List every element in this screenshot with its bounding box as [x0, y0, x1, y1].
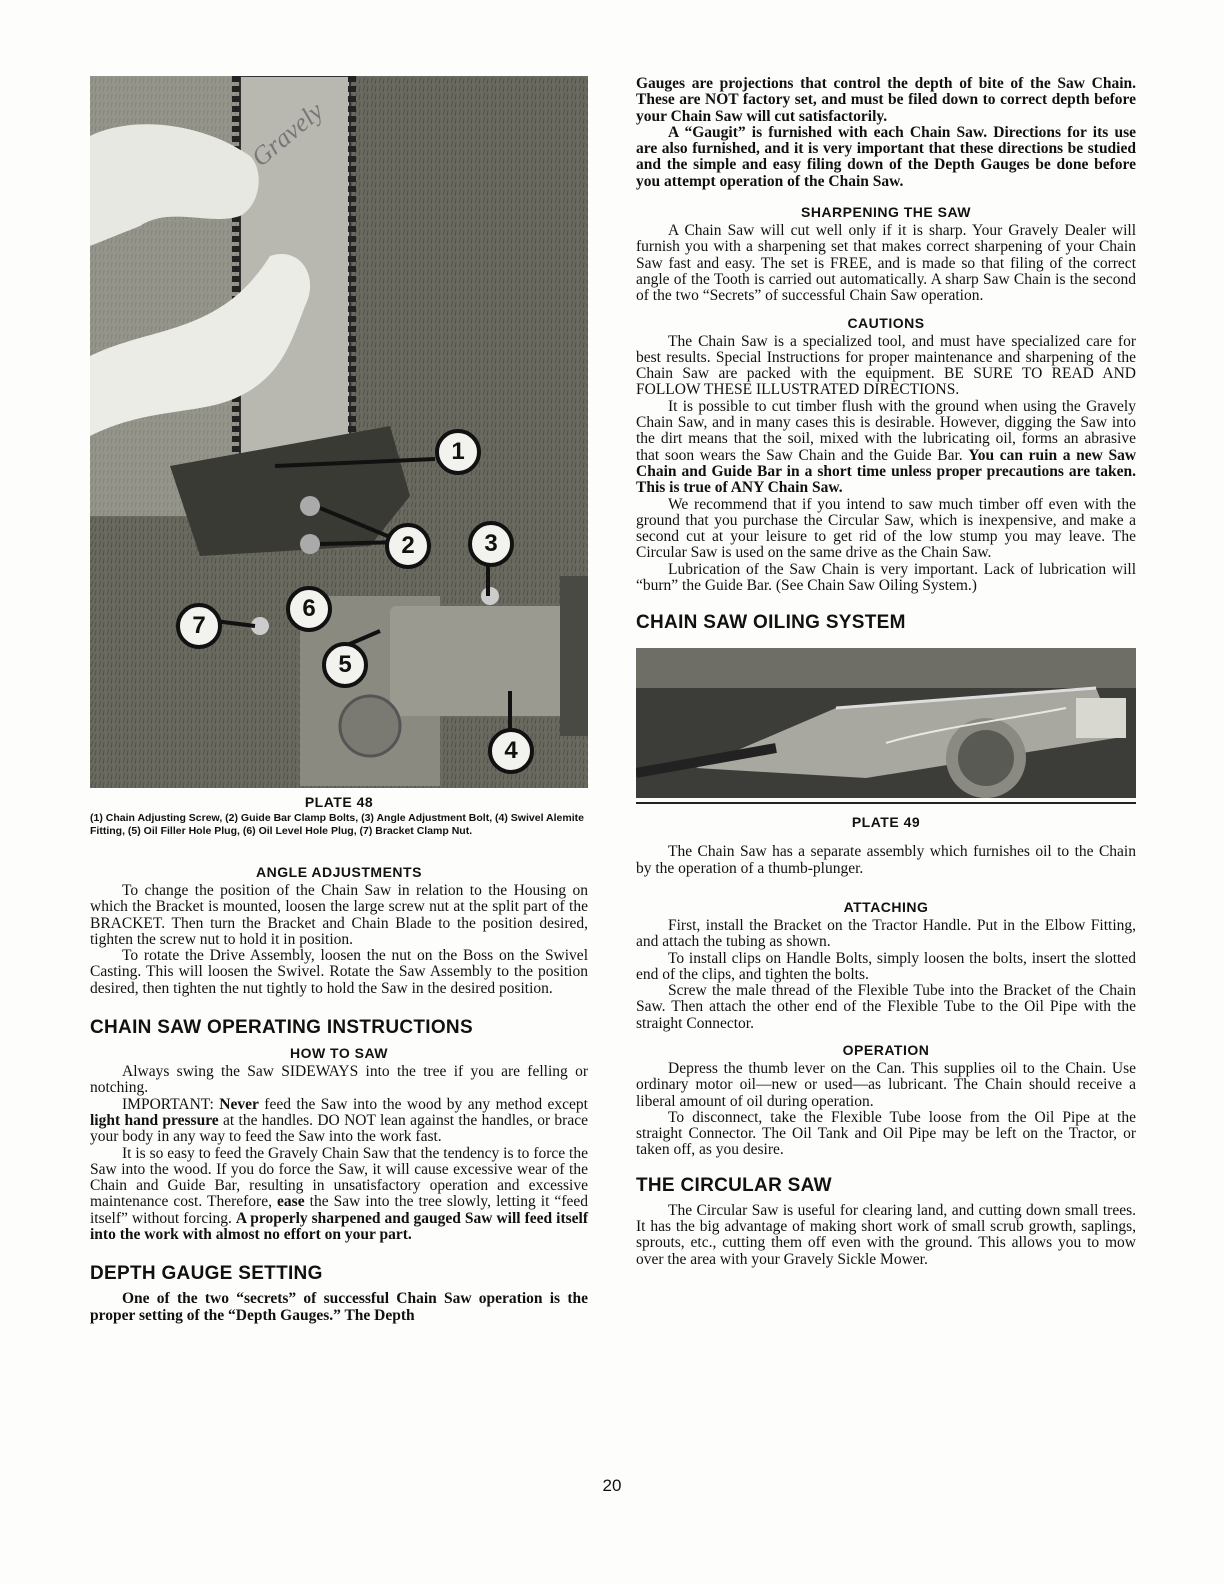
plate-49-rule	[636, 802, 1136, 804]
callout-2: 2	[385, 523, 431, 569]
plate-48-caption: (1) Chain Adjusting Screw, (2) Guide Bar Clamp Bolts, (3) Angle Adjustment Bolt, (4) Swivel Alemite Fitting, (5) Oil Filler Hole Plug, (6) Oil Level Hole Plug, (7) Bracket Clamp Nut.	[90, 812, 584, 837]
cautions-paragraph-3: We recommend that if you intend to saw much timber off even with the ground that you purchase the Circular Saw, which is inexpensive, and make a second cut at your leisure to get rid of the low stump you may leave. The Circular Saw is used on the same drive as the Chain Saw.	[636, 495, 1136, 562]
operating-instructions-heading: CHAIN SAW OPERATING INSTRUCTIONS	[90, 1017, 473, 1039]
attaching-paragraph-2: To install clips on Handle Bolts, simply loosen the bolts, insert the slotted end of the clips, and tighten the bolts.	[636, 949, 1136, 983]
callout-1: 1	[435, 429, 481, 475]
depth-gauge-heading: DEPTH GAUGE SETTING	[90, 1263, 323, 1285]
text-run: at the handles. DO NOT lean against the handles, or brace your body in any way to feed the Saw into the work fast.	[90, 1111, 588, 1146]
how-to-saw-paragraph-3	[90, 1146, 588, 1244]
cautions-heading: CAUTIONS	[847, 314, 925, 331]
right-column	[636, 76, 1136, 1268]
text-run: It is possible to cut timber flush with the ground when using the Gravely Chain Saw, and in many cases this is desirable. However, digging the Saw into the dirt means that the soil, mixed with the lubricating oil, forms an abrasive that soon wears the Saw Chain and the Guide Bar.	[636, 397, 1136, 464]
callout-4: 4	[488, 728, 534, 774]
guide-bar-logo: Gravely	[245, 96, 329, 173]
how-to-saw-heading: HOW TO SAW	[289, 1045, 389, 1062]
oiling-system-photo-illustration	[636, 648, 1136, 798]
oiling-system-heading: CHAIN SAW OILING SYSTEM	[636, 612, 906, 634]
how-to-saw-paragraph-1: Always swing the Saw SIDEWAYS into the tree if you are felling or notching.	[90, 1063, 588, 1097]
angle-adjustments-paragraph-1: To change the position of the Chain Saw in relation to the Housing on which the Bracket is mounted, loosen the large screw nut at the split part of the BRACKET. Then turn the Bracket and Chain Blade to the position desired, tighten the screw nut to hold it in position.	[90, 882, 588, 948]
attaching-paragraph-1: First, install the Bracket on the Tractor Handle. Put in the Elbow Fitting, and attach the tubing as shown.	[636, 916, 1136, 951]
callout-5: 5	[322, 642, 368, 688]
text-run-bold: ease	[277, 1193, 305, 1211]
plate-48-title: PLATE 48	[304, 794, 374, 810]
text-run: IMPORTANT:	[122, 1095, 220, 1113]
gauges-paragraph-2: A “Gaugit” is furnished with each Chain Saw. Directions for its use are also furnished, and it is very important that these directions be studied and the simple and easy filing down of the Depth Gauges be done before you attempt operation of the Chain Saw.	[636, 123, 1136, 190]
text-run-bold: You can ruin a new Saw Chain and Guide Bar in a short time unless proper precautions are taken. This is true of ANY Chain Saw.	[636, 446, 1137, 497]
plate-49-photo	[636, 648, 1136, 798]
callout-7: 7	[176, 603, 222, 649]
left-column	[90, 76, 588, 1324]
callout-3: 3	[468, 521, 514, 567]
gauges-paragraph-1: Gauges are projections that control the depth of bite of the Saw Chain. These are NOT factory set, and must be filed down to correct depth before your Chain Saw will cut satisfactorily.	[636, 75, 1136, 125]
sharpening-heading: SHARPENING THE SAW	[800, 204, 971, 221]
operation-paragraph-1: Depress the thumb lever on the Can. This supplies oil to the Chain. Use ordinary motor oil—new or used—as lubricant. The Chain should receive a liberal amount of oil during operation.	[636, 1059, 1136, 1110]
operation-heading: OPERATION	[842, 1041, 930, 1058]
attaching-paragraph-3: Screw the male thread of the Flexible Tube into the Bracket of the Chain Saw. Then attach the other end of the Flexible Tube to the Oil Pipe with the straight Connector.	[636, 982, 1136, 1032]
text-run: It is so easy to feed the Gravely Chain Saw that the tendency is to force the Saw into the wood. If you do force the Saw, it will cause excessive wear of the Chain and Guide Bar, resulting in unsatisfactory operation and excessive maintenance cost. Therefore,	[90, 1144, 588, 1211]
page-number: 20	[602, 1476, 622, 1495]
circular-saw-paragraph-1: The Circular Saw is useful for clearing land, and cutting down small trees. It has the big advantage of making short work of small scrub growth, saplings, sprouts, etc., cutting them off even with the ground. This allows you to mow over the area with your Gravely Sickle Mower.	[636, 1201, 1136, 1268]
plate-49-title: PLATE 49	[851, 814, 921, 831]
text-run: feed the Saw into the wood by any method except	[258, 1095, 588, 1113]
attaching-heading: ATTACHING	[843, 898, 929, 915]
text-run-bold: light hand pressure	[90, 1111, 219, 1129]
angle-adjustments-paragraph-2: To rotate the Drive Assembly, loosen the nut on the Boss on the Swivel Casting. This will loosen the Swivel. Rotate the Saw Assembly to the position desired, then tighten the nut tightly to hold the Saw in the desired position.	[90, 947, 588, 997]
sharpening-paragraph-1: A Chain Saw will cut well only if it is sharp. Your Gravely Dealer will furnish you with a sharpening set that makes correct sharpening of your Chain Saw fast and easy. The set is FREE, and is made so that filing of the correct angle of the Tooth is carried out automatically. A sharp Saw Chain is the second of the two “Secrets” of successful Chain Saw operation.	[636, 222, 1136, 305]
operation-paragraph-2: To disconnect, take the Flexible Tube loose from the Oil Pipe at the straight Connector. The Oil Tank and Oil Pipe may be left on the Tractor, or taken off, as you desire.	[636, 1108, 1136, 1159]
cautions-paragraph-4: Lubrication of the Saw Chain is very important. Lack of lubrication will “burn” the Guide Bar. (See Chain Saw Oiling System.)	[636, 560, 1136, 595]
plate-48-photo	[90, 76, 588, 788]
oiling-paragraph-1: The Chain Saw has a separate assembly which furnishes oil to the Chain by the operation of a thumb-plunger.	[636, 843, 1136, 877]
text-run-bold: Never	[219, 1095, 259, 1113]
cautions-paragraph-2	[636, 399, 1136, 497]
text-run-bold: A properly sharpened and gauged Saw will feed itself into the work with almost no effort on your part.	[90, 1209, 588, 1244]
cautions-paragraph-1: The Chain Saw is a specialized tool, and must have specialized care for best results. Special Instructions for proper maintenance and sharpening of the Chain Saw are packed with the equipment. BE SURE TO READ AND FOLLOW THESE ILLUSTRATED DIRECTIONS.	[636, 332, 1136, 399]
depth-gauge-paragraph-1: One of the two “secrets” of successful Chain Saw operation is the proper setting of the “Depth Gauges.” The Depth	[90, 1290, 588, 1324]
callout-6: 6	[286, 586, 332, 632]
how-to-saw-paragraph-2	[90, 1097, 588, 1146]
text-run: the Saw into the tree slowly, letting it “feed itself” without forcing.	[90, 1193, 588, 1227]
circular-saw-heading: THE CIRCULAR SAW	[636, 1174, 832, 1196]
angle-adjustments-heading: ANGLE ADJUSTMENTS	[256, 864, 422, 880]
